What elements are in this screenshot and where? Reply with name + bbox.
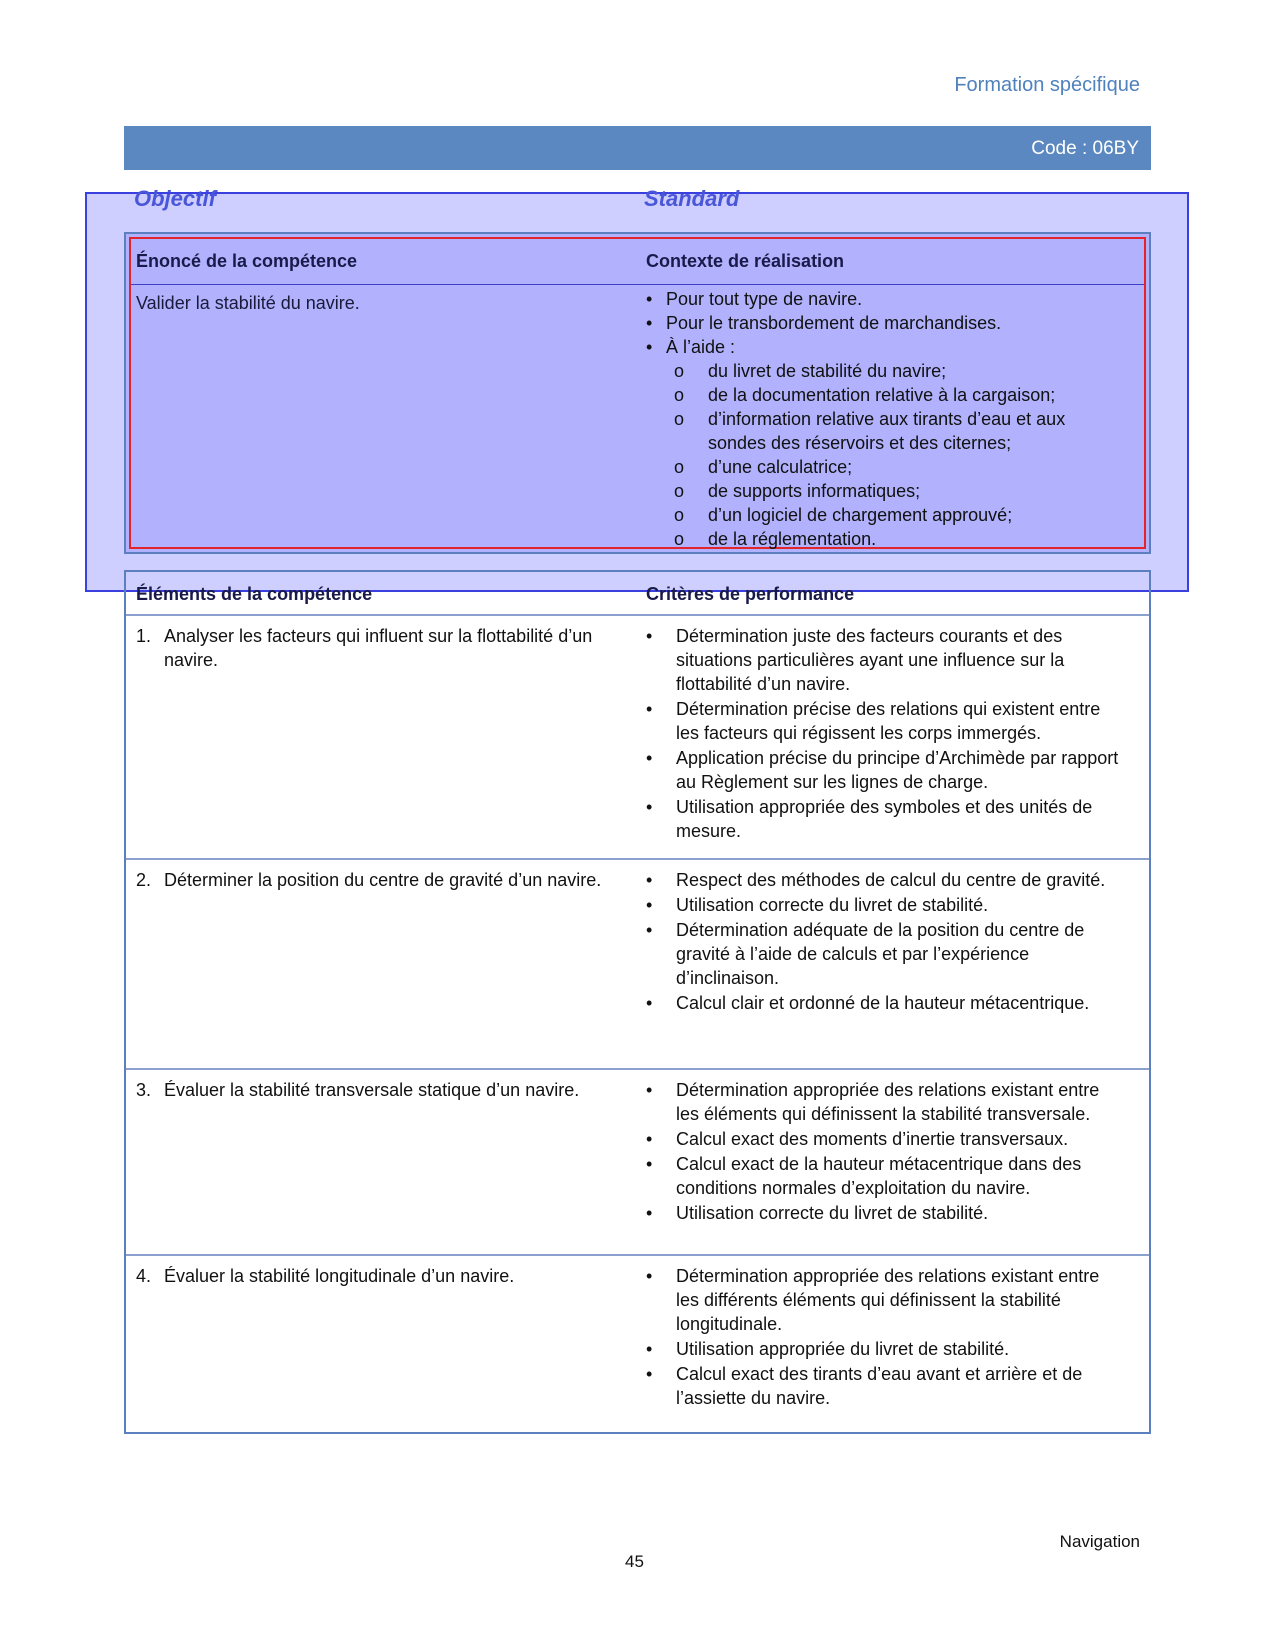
- element-text: Évaluer la stabilité longitudinale d’un navire.: [164, 1266, 515, 1286]
- col-header-contexte: Contexte de réalisation: [646, 251, 845, 271]
- bullet-icon: •: [646, 1203, 653, 1223]
- row-divider: [126, 858, 1149, 860]
- criterion-item: • Utilisation appropriée du livret de stabilité.: [646, 1339, 1010, 1359]
- row-divider: [126, 1254, 1149, 1256]
- criterion-item: • Utilisation appropriée des symboles et des unités de mesure.: [646, 797, 1093, 841]
- bullet-icon: •: [646, 1129, 653, 1149]
- bullet-icon: •: [646, 1154, 653, 1174]
- bullet-icon: •: [646, 1266, 653, 1286]
- selected-region: [129, 237, 1146, 549]
- row-divider: [126, 1068, 1149, 1070]
- bullet-icon: •: [646, 337, 653, 357]
- bullet-icon: •: [646, 1080, 653, 1100]
- sub-bullet-icon: o: [674, 505, 685, 525]
- bullet-icon: •: [646, 797, 653, 817]
- aide-item: o d’un logiciel de chargement approuvé;: [674, 505, 1013, 525]
- competency-statement: Valider la stabilité du navire.: [136, 293, 360, 313]
- bullet-icon: •: [646, 289, 653, 309]
- criterion-item: • Détermination appropriée des relations existant entre les éléments qui définissent la stabilité transversale.: [646, 1080, 1100, 1124]
- criterion-item: • Utilisation correcte du livret de stabilité.: [646, 895, 989, 915]
- element-row-3: [136, 1078, 606, 1102]
- navigation-link[interactable]: Navigation: [1059, 1532, 1140, 1551]
- criterion-item: • Utilisation correcte du livret de stabilité.: [646, 1203, 989, 1223]
- element-row-2: [136, 868, 606, 892]
- sub-bullet-icon: o: [674, 409, 685, 429]
- section-standard: Standard: [644, 186, 740, 211]
- criterion-item: • Calcul clair et ordonné de la hauteur métacentrique.: [646, 993, 1090, 1013]
- header-divider: [131, 284, 1144, 285]
- criterion-item: • Calcul exact des moments d’inertie transversaux.: [646, 1129, 1069, 1149]
- bullet-icon: •: [646, 626, 653, 646]
- sub-bullet-icon: o: [674, 481, 685, 501]
- bullet-icon: •: [646, 748, 653, 768]
- criterion-item: • Application précise du principe d’Archimède par rapport au Règlement sur les lignes de charge.: [646, 748, 1119, 792]
- element-text: Analyser les facteurs qui influent sur la flottabilité d’un navire.: [164, 626, 593, 670]
- col-header-enonce: Énoncé de la compétence: [136, 251, 358, 271]
- performance-table: [124, 570, 1151, 1434]
- formation-title: Formation spécifique: [954, 74, 1140, 96]
- criterion-item: • Respect des méthodes de calcul du centre de gravité.: [646, 870, 1106, 890]
- bullet-icon: •: [646, 313, 653, 333]
- criterion-item: • Détermination adéquate de la position du centre de gravité à l’aide de calculs et par l’expérience d’inclinaison.: [646, 920, 1085, 988]
- section-objectif: Objectif: [134, 186, 216, 211]
- bullet-icon: •: [646, 993, 653, 1013]
- criterion-item: • Calcul exact des tirants d’eau avant et arrière et de l’assiette du navire.: [646, 1364, 1083, 1408]
- page-number: 45: [625, 1552, 644, 1571]
- context-item: • Pour le transbordement de marchandises.: [646, 313, 1002, 333]
- bullet-icon: •: [646, 1339, 653, 1359]
- header-divider: [126, 614, 1149, 616]
- aide-sublist: [646, 359, 1126, 551]
- criterion-item: • Détermination appropriée des relations existant entre les différents éléments qui définissent la stabilité longitudinale.: [646, 1266, 1100, 1334]
- aide-item: o de la documentation relative à la cargaison;: [674, 385, 1056, 405]
- col-header-elements: Éléments de la compétence: [136, 584, 373, 604]
- element-text: Évaluer la stabilité transversale statique d’un navire.: [164, 1080, 580, 1100]
- element-row-4: [136, 1264, 606, 1288]
- element-number: 1.: [136, 626, 152, 646]
- standard-table: [124, 232, 1151, 554]
- bullet-icon: •: [646, 699, 653, 719]
- bullet-icon: •: [646, 895, 653, 915]
- context-item: • À l’aide :: [646, 337, 736, 357]
- criterion-item: • Détermination précise des relations qui existent entre les facteurs qui régissent les corps immergés.: [646, 699, 1101, 743]
- aide-item: o d’information relative aux tirants d’eau et aux sondes des réservoirs et des citernes;: [674, 409, 1066, 453]
- sub-bullet-icon: o: [674, 361, 685, 381]
- code-bar: [124, 126, 1151, 170]
- aide-sublist-container: [646, 359, 1126, 551]
- competency-code: Code : 06BY: [1031, 138, 1139, 159]
- element-number: 4.: [136, 1266, 152, 1286]
- sub-bullet-icon: o: [674, 457, 685, 477]
- sub-bullet-icon: o: [674, 385, 685, 405]
- criteria-list-2: [646, 868, 1126, 1016]
- element-number: 3.: [136, 1080, 152, 1100]
- criterion-item: • Détermination juste des facteurs courants et des situations particulières ayant une influence sur la flottabilité d’un navire.: [646, 626, 1065, 694]
- bullet-icon: •: [646, 870, 653, 890]
- aide-item: o de supports informatiques;: [674, 481, 921, 501]
- context-list: [646, 287, 1126, 551]
- element-number: 2.: [136, 870, 152, 890]
- element-text: Déterminer la position du centre de gravité d’un navire.: [164, 870, 602, 890]
- bullet-icon: •: [646, 1364, 653, 1384]
- element-row-1: [136, 624, 606, 672]
- criterion-item: • Calcul exact de la hauteur métacentrique dans des conditions normales d’exploitation du navire.: [646, 1154, 1082, 1198]
- aide-item: o du livret de stabilité du navire;: [674, 361, 947, 381]
- context-item: • Pour tout type de navire.: [646, 289, 863, 309]
- criteria-list-3: [646, 1078, 1126, 1226]
- criteria-list-1: [646, 624, 1126, 844]
- aide-item: o de la réglementation.: [674, 529, 877, 549]
- criteria-list-4: [646, 1264, 1126, 1411]
- aide-item: o d’une calculatrice;: [674, 457, 853, 477]
- col-header-criteres: Critères de performance: [646, 584, 855, 604]
- bullet-icon: •: [646, 920, 653, 940]
- sub-bullet-icon: o: [674, 529, 685, 549]
